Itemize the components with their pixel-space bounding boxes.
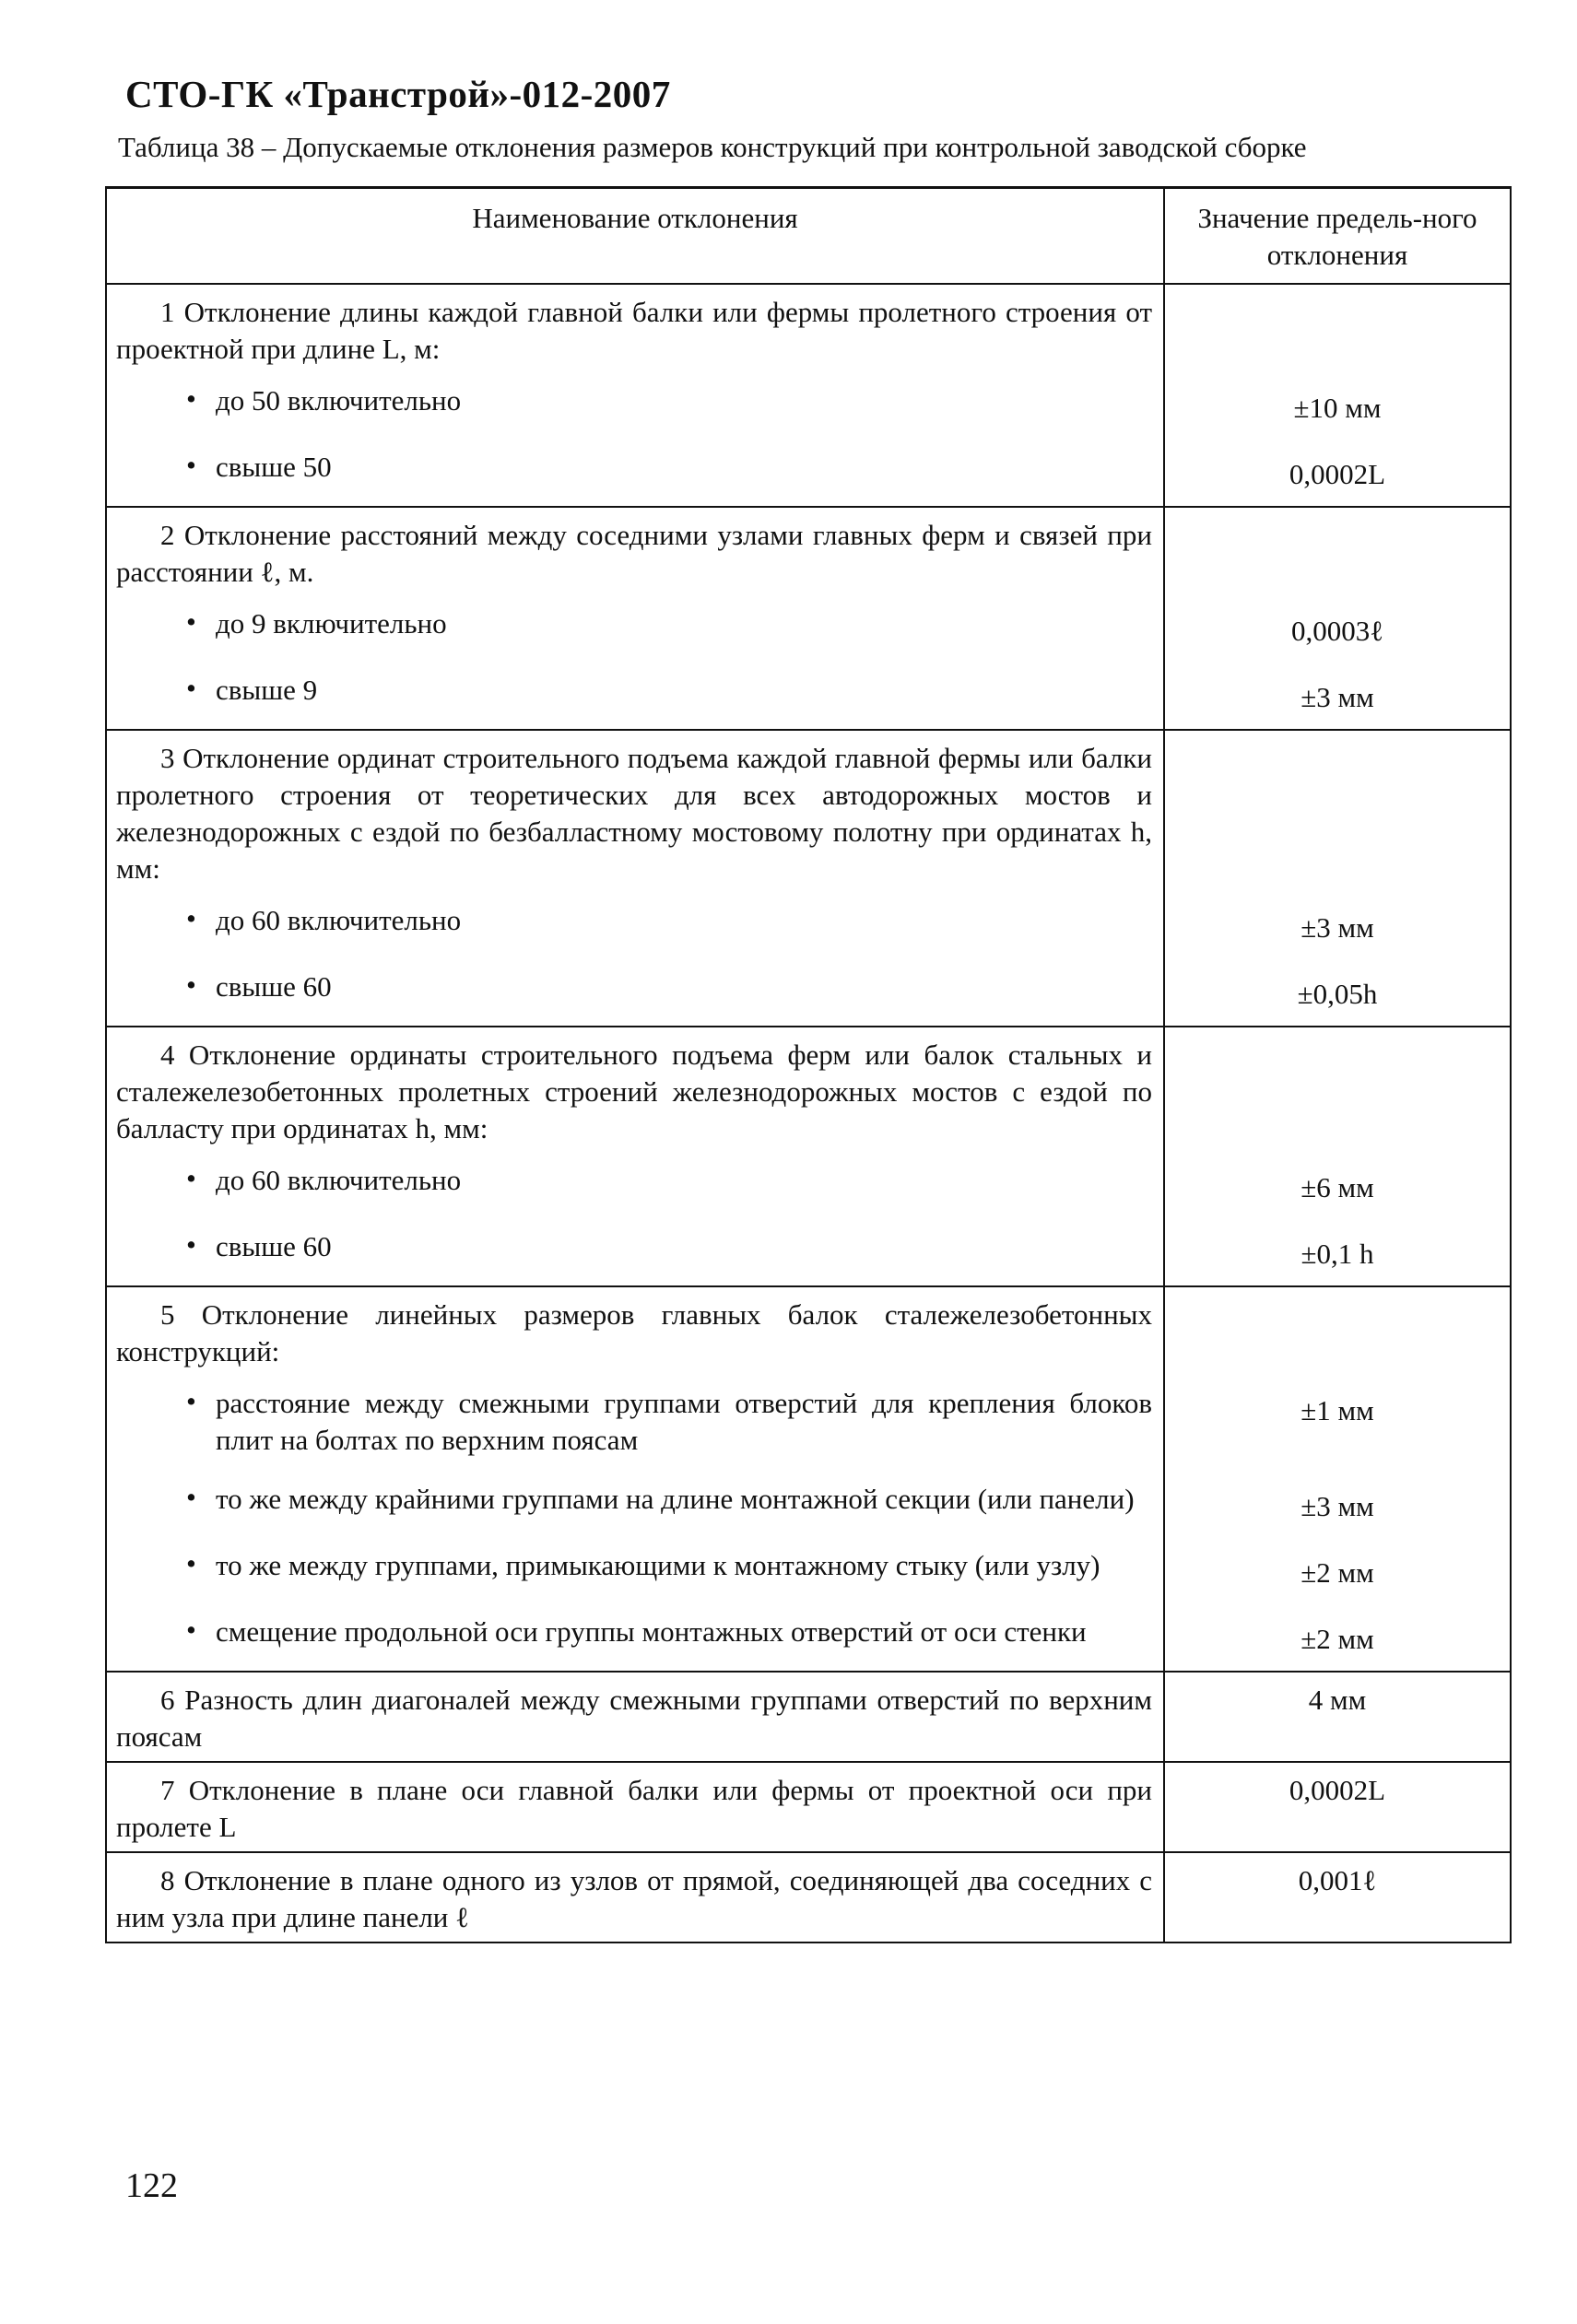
- limit-value: ±3 мм: [1300, 681, 1374, 713]
- condition-text: расстояние между смежными группами отверстий для крепления блоков плит на болтах по верхним поясам: [216, 1387, 1152, 1456]
- condition-cell: [106, 959, 1164, 1027]
- deviation-cell: [106, 284, 1164, 373]
- table-row-group: [106, 1286, 1511, 1672]
- limit-value-cell: [1164, 507, 1511, 596]
- deviation-cell: [106, 1286, 1164, 1376]
- bullet-icon: •: [186, 382, 196, 415]
- table-subrow: [106, 663, 1511, 730]
- condition-item: [107, 893, 1163, 952]
- deviation-text: 2 Отклонение расстояний между соседними узлами главных ферм и связей при расстоянии ℓ, м.: [116, 519, 1152, 588]
- condition-text: до 60 включительно: [216, 1164, 462, 1196]
- table-row: [106, 1762, 1511, 1852]
- limit-value-cell: [1164, 1219, 1511, 1286]
- limit-value: [1165, 1287, 1510, 1302]
- limit-value-cell: [1164, 1762, 1511, 1852]
- limit-value: ±2 мм: [1300, 1623, 1374, 1655]
- deviation-text: 5 Отклонение линейных размеров главных балок сталежелезобетонных конструкций:: [116, 1298, 1152, 1367]
- condition-cell: [106, 1153, 1164, 1219]
- condition-item: [107, 373, 1163, 432]
- table-subrow: [106, 893, 1511, 959]
- bullet-icon: •: [186, 1481, 196, 1513]
- deviation-text: 4 Отклонение ординаты строительного подъема ферм или балок стальных и сталежелезобетонных пролетных строений железнодорожных мостов с ездой по балласту при ординатах h, мм:: [116, 1039, 1152, 1144]
- condition-item: [107, 596, 1163, 655]
- table-subrow: [106, 596, 1511, 663]
- table-row-group: [106, 284, 1511, 507]
- table-subrow: [106, 440, 1511, 507]
- table-row: [106, 730, 1511, 893]
- limit-value: ±0,1 h: [1300, 1238, 1374, 1270]
- limit-value-cell: [1164, 1538, 1511, 1604]
- table-row: [106, 1852, 1511, 1943]
- condition-item: [107, 1376, 1163, 1472]
- limit-value: ±1 мм: [1300, 1394, 1374, 1426]
- condition-text: свыше 60: [216, 1230, 332, 1262]
- deviation-cell: [106, 507, 1164, 596]
- limit-value: 4 мм: [1308, 1684, 1367, 1716]
- header-limit-value: Значение предель-ного отклонения: [1164, 188, 1511, 285]
- condition-text: до 60 включительно: [216, 904, 462, 936]
- limit-value-cell: [1164, 1286, 1511, 1376]
- limit-value-cell: [1164, 1604, 1511, 1672]
- condition-text: до 50 включительно: [216, 384, 462, 417]
- limit-value: ±0,05h: [1297, 978, 1378, 1010]
- limit-value-cell: [1164, 1376, 1511, 1472]
- condition-item: [107, 440, 1163, 499]
- table-row: [106, 507, 1511, 596]
- condition-cell: [106, 663, 1164, 730]
- table-row-group: [106, 1852, 1511, 1943]
- table-row-group: [106, 507, 1511, 730]
- deviation-cell: [106, 1027, 1164, 1153]
- bullet-icon: •: [186, 1385, 196, 1417]
- condition-cell: [106, 1219, 1164, 1286]
- header-deviation-name: Наименование отклонения: [106, 188, 1164, 285]
- table-subrow: [106, 959, 1511, 1027]
- limit-value-cell: [1164, 1852, 1511, 1943]
- bullet-icon: •: [186, 1547, 196, 1579]
- limit-value: 0,0002L: [1289, 458, 1386, 490]
- limit-value: [1165, 1027, 1510, 1042]
- deviation-cell: [106, 1672, 1164, 1762]
- bullet-icon: •: [186, 1228, 196, 1261]
- limit-value: ±6 мм: [1300, 1171, 1374, 1203]
- table-subrow: [106, 1376, 1511, 1472]
- table-header-row: [106, 188, 1511, 285]
- deviation-cell: [106, 1762, 1164, 1852]
- limit-value: [1165, 508, 1510, 522]
- condition-cell: [106, 373, 1164, 440]
- condition-item: [107, 1538, 1163, 1597]
- condition-text: свыше 50: [216, 451, 332, 483]
- deviation-text: 3 Отклонение ординат строительного подъема каждой главной фермы или балки пролетного строения от теоретических для всех автодорожных мостов и железнодорожных с ездой по безбалластному мостовому полотну при ординатах h, мм:: [116, 742, 1152, 885]
- table-caption: Таблица 38 – Допускаемые отклонения размеров конструкций при контрольной заводской сборке: [118, 131, 1307, 163]
- condition-text: свыше 9: [216, 674, 318, 706]
- table-subrow: [106, 1153, 1511, 1219]
- condition-cell: [106, 893, 1164, 959]
- bullet-icon: •: [186, 1162, 196, 1194]
- deviation-cell: [106, 1852, 1164, 1943]
- limit-value-cell: [1164, 1672, 1511, 1762]
- deviation-text: 8 Отклонение в плане одного из узлов от прямой, соединяющей два соседних с ним узла при длине панели ℓ: [116, 1864, 1152, 1933]
- condition-item: [107, 1472, 1163, 1531]
- condition-cell: [106, 1604, 1164, 1672]
- limit-value: ±3 мм: [1300, 911, 1374, 944]
- condition-item: [107, 663, 1163, 722]
- condition-cell: [106, 440, 1164, 507]
- condition-text: до 9 включительно: [216, 607, 447, 640]
- condition-item: [107, 959, 1163, 1018]
- condition-item: [107, 1219, 1163, 1278]
- condition-cell: [106, 1376, 1164, 1472]
- condition-cell: [106, 596, 1164, 663]
- deviation-text: 1 Отклонение длины каждой главной балки или фермы пролетного строения от проектной при длине L, м:: [116, 296, 1152, 365]
- limit-value-cell: [1164, 1472, 1511, 1538]
- page-number: 122: [125, 2166, 178, 2205]
- condition-text: то же между крайними группами на длине монтажной секции (или панели): [216, 1483, 1135, 1515]
- table-subrow: [106, 1219, 1511, 1286]
- limit-value-cell: [1164, 1027, 1511, 1153]
- bullet-icon: •: [186, 968, 196, 1001]
- limit-value-cell: [1164, 596, 1511, 663]
- limit-value-cell: [1164, 440, 1511, 507]
- table-row: [106, 1672, 1511, 1762]
- table-row: [106, 284, 1511, 373]
- limit-value-cell: [1164, 959, 1511, 1027]
- condition-cell: [106, 1472, 1164, 1538]
- tolerance-table: [105, 186, 1512, 1943]
- bullet-icon: •: [186, 449, 196, 481]
- condition-text: то же между группами, примыкающими к монтажному стыку (или узлу): [216, 1549, 1100, 1581]
- limit-value-cell: [1164, 663, 1511, 730]
- table-row-group: [106, 730, 1511, 1027]
- limit-value: ±3 мм: [1300, 1490, 1374, 1522]
- condition-text: смещение продольной оси группы монтажных отверстий от оси стенки: [216, 1615, 1087, 1648]
- table-subrow: [106, 1538, 1511, 1604]
- table-row-group: [106, 1762, 1511, 1852]
- condition-cell: [106, 1538, 1164, 1604]
- deviation-text: 7 Отклонение в плане оси главной балки или фермы от проектной оси при пролете L: [116, 1774, 1152, 1843]
- limit-value: 0,0002L: [1289, 1774, 1386, 1806]
- limit-value: [1165, 731, 1510, 745]
- limit-value: ±2 мм: [1300, 1556, 1374, 1589]
- bullet-icon: •: [186, 672, 196, 704]
- bullet-icon: •: [186, 902, 196, 934]
- table-subrow: [106, 373, 1511, 440]
- limit-value-cell: [1164, 730, 1511, 893]
- limit-value-cell: [1164, 893, 1511, 959]
- condition-item: [107, 1604, 1163, 1663]
- table-row: [106, 1027, 1511, 1153]
- limit-value: 0,0003ℓ: [1290, 615, 1384, 647]
- document-code: СТО-ГК «Транстрой»-012-2007: [125, 73, 671, 115]
- limit-value-cell: [1164, 284, 1511, 373]
- deviation-text: 6 Разность длин диагоналей между смежными группами отверстий по верхним поясам: [116, 1684, 1152, 1753]
- bullet-icon: •: [186, 605, 196, 638]
- table-subrow: [106, 1604, 1511, 1672]
- table-row: [106, 1286, 1511, 1376]
- limit-value: 0,001ℓ: [1298, 1864, 1377, 1896]
- deviation-cell: [106, 730, 1164, 893]
- limit-value-cell: [1164, 373, 1511, 440]
- limit-value: ±10 мм: [1293, 392, 1382, 424]
- table-row-group: [106, 1672, 1511, 1762]
- limit-value: [1165, 285, 1510, 299]
- table-row-group: [106, 1027, 1511, 1286]
- table-subrow: [106, 1472, 1511, 1538]
- limit-value-cell: [1164, 1153, 1511, 1219]
- condition-text: свыше 60: [216, 970, 332, 1003]
- bullet-icon: •: [186, 1614, 196, 1646]
- condition-item: [107, 1153, 1163, 1212]
